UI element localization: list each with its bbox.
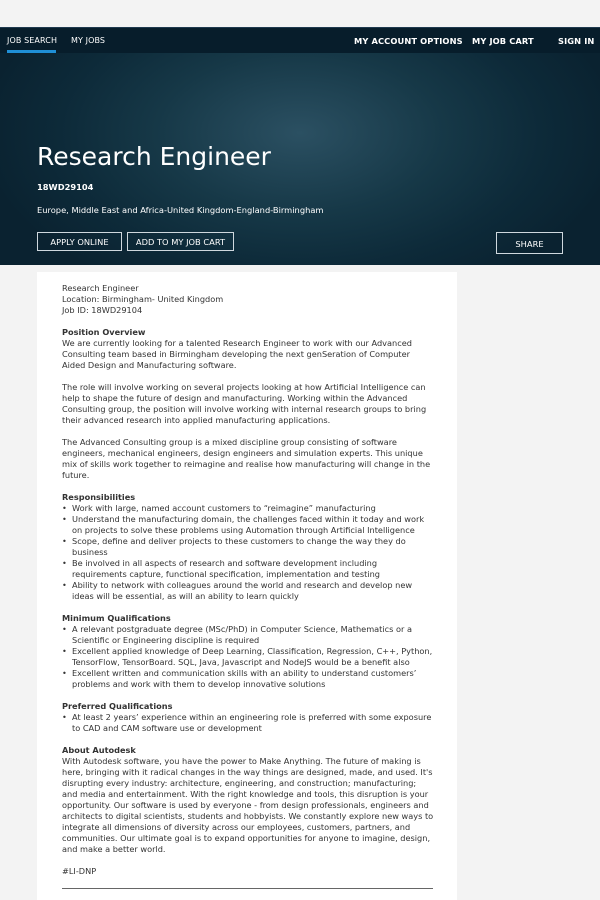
- nav-job-cart[interactable]: MY JOB CART: [472, 36, 534, 46]
- list-item: • Work with large, named account customers to “reimagine” manufacturing: [62, 503, 434, 514]
- list-item: • Excellent applied knowledge of Deep Learning, Classification, Regression, C++, Python, TensorFlow, TensorBoard. SQL, Java, Javascript and NodeJS would be a benefit also: [62, 646, 434, 668]
- job-title: Research Engineer: [37, 142, 271, 171]
- list-item: • Ability to network with colleagues around the world and research and develop new ideas will be essential, as will an ability to learn quickly: [62, 580, 434, 602]
- section-heading: Minimum Qualifications: [62, 613, 171, 623]
- job-location: Europe, Middle East and Africa-United Kingdom-England-Birmingham: [37, 205, 324, 215]
- paragraph: The Advanced Consulting group is a mixed discipline group consisting of software engineers, mechanical engineers, design engineers and simulation experts. This unique mix of skills work together to reimagine and realise how manufacturing will change in the future.: [62, 437, 431, 480]
- list-item: • Be involved in all aspects of research and software development including requirements capture, functional specification, implementation and testing: [62, 558, 434, 580]
- nav-sign-in[interactable]: SIGN IN: [558, 36, 595, 46]
- section-heading: About Autodesk: [62, 745, 136, 755]
- section-heading: Preferred Qualifications: [62, 701, 173, 711]
- pref-qualifications-list: [62, 712, 434, 734]
- nav-job-search[interactable]: JOB SEARCH: [7, 36, 58, 45]
- min-qualifications-list: [62, 624, 434, 690]
- header-line: Research Engineer: [62, 283, 139, 293]
- paragraph: We are currently looking for a talented Research Engineer to work with our Advanced Consulting team based in Birmingham developing the next genSeration of Computer Aided Design and Manufacturing software.: [62, 338, 412, 370]
- list-item: • At least 2 years’ experience within an engineering role is preferred with some exposure to CAD and CAM software use or development: [62, 712, 434, 734]
- job-id: 18WD29104: [37, 182, 94, 192]
- add-to-cart-button[interactable]: ADD TO MY JOB CART: [127, 232, 234, 251]
- list-item: • Scope, define and deliver projects to these customers to change the way they do business: [62, 536, 434, 558]
- header-line: Location: Birmingham- United Kingdom: [62, 294, 224, 304]
- responsibilities-list: [62, 503, 434, 602]
- apply-online-button[interactable]: APPLY ONLINE: [37, 232, 122, 251]
- list-item: • Excellent written and communication skills with an ability to understand customers’ problems and work with them to develop innovative solutions: [62, 668, 434, 690]
- share-button[interactable]: SHARE: [496, 232, 563, 254]
- nav-my-jobs[interactable]: MY JOBS: [71, 36, 106, 45]
- list-item: • Understand the manufacturing domain, the challenges faced within it today and work on projects to solve these problems using Automation through Artificial Intelligence: [62, 514, 434, 536]
- section-heading: Position Overview: [62, 327, 146, 337]
- paragraph: The role will involve working on several projects looking at how Artificial Intelligence can help to shape the future of design and manufacturing. Working within the Advanced Consulting group, the position will involve working with internal research groups to bring their advanced research into applied manufacturing applications.: [62, 382, 427, 425]
- hashtag: #LI-DNP: [62, 866, 97, 876]
- divider: [62, 888, 433, 889]
- top-nav-bar: [0, 27, 600, 54]
- browser-top-strip: [0, 0, 600, 27]
- job-hero-banner: [0, 53, 600, 265]
- header-line: Job ID: 18WD29104: [62, 305, 143, 315]
- list-item: • A relevant postgraduate degree (MSc/PhD) in Computer Science, Mathematics or a Scientific or Engineering discipline is required: [62, 624, 434, 646]
- paragraph: With Autodesk software, you have the power to Make Anything. The future of making is here, bringing with it radical changes in the way things are designed, made, and used. It's disrupting every industry: architecture, engineering, and construction; manufacturing; and media and entertainment. With the right knowledge and tools, this disruption is your opportunity. Our software is used by everyone - from design professionals, engineers and architects to digital scientists, students and hobbyists. We constantly explore new ways to integrate all dimensions of diversity across our employees, customers, partners, and communities. Our ultimate goal is to expand opportunities for anyone to imagine, design, and make a better world.: [62, 756, 434, 854]
- section-heading: Responsibilities: [62, 492, 136, 502]
- nav-account-options[interactable]: MY ACCOUNT OPTIONS: [354, 36, 463, 46]
- job-description: [62, 283, 434, 877]
